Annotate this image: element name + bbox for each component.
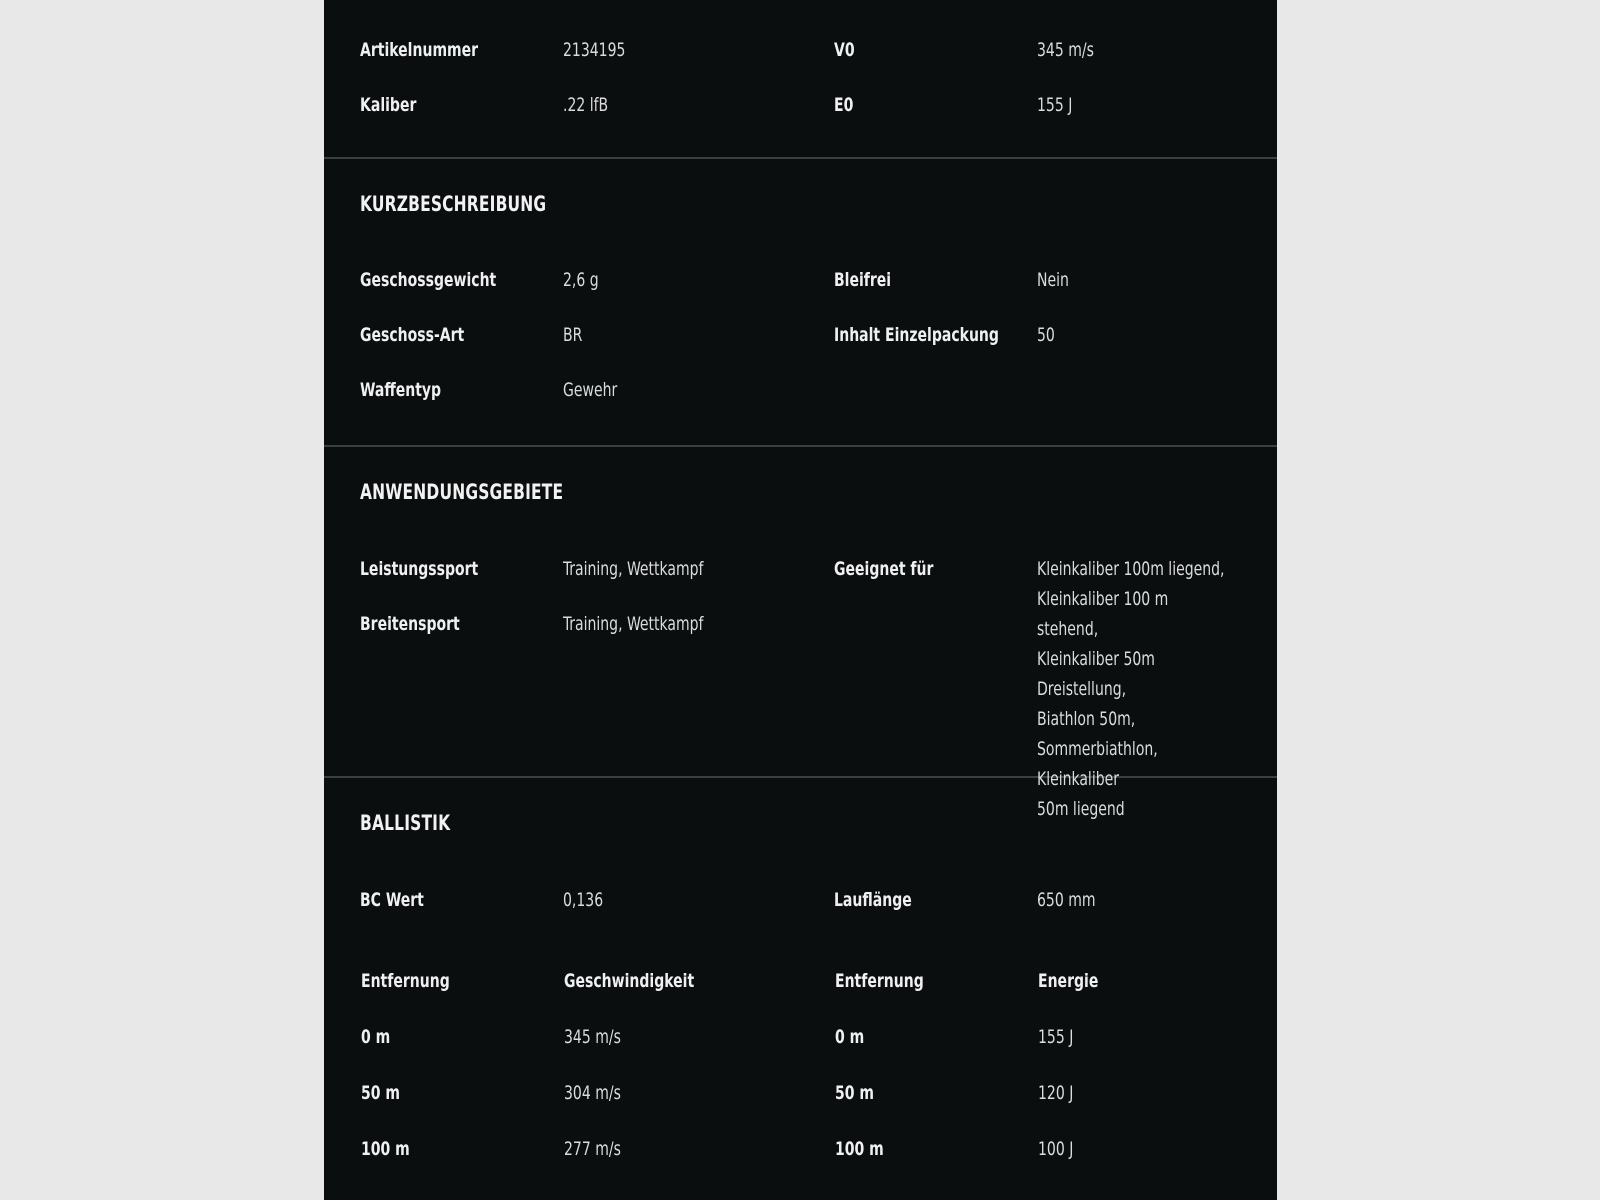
article-number-label: Artikelnummer bbox=[360, 39, 479, 61]
barrel-length-label: Lauflänge bbox=[834, 889, 912, 911]
v0-value: 345 m/s bbox=[1037, 39, 1094, 61]
table-header-energy: Energie bbox=[1038, 970, 1099, 992]
section-heading-ballistik: BALLISTIK bbox=[360, 811, 451, 835]
table-row-distance: 0 m bbox=[361, 1026, 391, 1048]
table-row-distance-2: 100 m bbox=[835, 1138, 884, 1160]
table-row-energy: 155 J bbox=[1038, 1026, 1074, 1048]
bc-value-label: BC Wert bbox=[360, 889, 424, 911]
table-row-velocity: 304 m/s bbox=[564, 1082, 621, 1104]
v0-label: V0 bbox=[834, 39, 855, 61]
caliber-label: Kaliber bbox=[360, 94, 417, 116]
table-row-distance-2: 0 m bbox=[835, 1026, 865, 1048]
mass-sport-value: Training, Wettkampf bbox=[563, 613, 704, 635]
basic-info-section bbox=[324, 0, 1277, 159]
caliber-value: .22 lfB bbox=[563, 94, 609, 116]
table-row-velocity: 277 m/s bbox=[564, 1138, 621, 1160]
package-content-value: 50 bbox=[1037, 324, 1055, 346]
projectile-type-value: BR bbox=[563, 324, 583, 346]
bc-value-value: 0,136 bbox=[563, 889, 604, 911]
table-header-velocity: Geschwindigkeit bbox=[564, 970, 695, 992]
projectile-type-label: Geschoss-Art bbox=[360, 324, 465, 346]
e0-value: 155 J bbox=[1037, 94, 1073, 116]
table-row-distance: 100 m bbox=[361, 1138, 410, 1160]
table-row-energy: 100 J bbox=[1038, 1138, 1074, 1160]
competitive-sport-value: Training, Wettkampf bbox=[563, 558, 704, 580]
competitive-sport-label: Leistungssport bbox=[360, 558, 479, 580]
e0-label: E0 bbox=[834, 94, 854, 116]
table-row-velocity: 345 m/s bbox=[564, 1026, 621, 1048]
weapon-type-label: Waffentyp bbox=[360, 379, 442, 401]
weapon-type-value: Gewehr bbox=[563, 379, 618, 401]
barrel-length-value: 650 mm bbox=[1037, 889, 1096, 911]
table-row-distance: 50 m bbox=[361, 1082, 400, 1104]
application-areas-section bbox=[324, 447, 1277, 820]
table-header-distance: Entfernung bbox=[361, 970, 450, 992]
article-number-value: 2134195 bbox=[563, 39, 626, 61]
projectile-weight-value: 2,6 g bbox=[563, 269, 599, 291]
projectile-weight-label: Geschossgewicht bbox=[360, 269, 497, 291]
suitable-for-value: Kleinkaliber 100m liegend, Kleinkaliber 100 m stehend, Kleinkaliber 50m Dreistellung, Biathlon 50m, Sommerbiathlon, Kleinkaliber 50m liegend bbox=[1037, 558, 1225, 820]
short-description-section bbox=[324, 159, 1277, 447]
suitable-for-label: Geeignet für bbox=[834, 558, 934, 580]
lead-free-label: Bleifrei bbox=[834, 269, 892, 291]
section-heading-anwendungsgebiete: ANWENDUNGSGEBIETE bbox=[360, 480, 564, 504]
product-details-panel bbox=[324, 0, 1277, 1200]
table-row-energy: 120 J bbox=[1038, 1082, 1074, 1104]
table-header-distance-2: Entfernung bbox=[835, 970, 924, 992]
section-heading-kurzbeschreibung: KURZBESCHREIBUNG bbox=[360, 192, 547, 216]
package-content-label: Inhalt Einzelpackung bbox=[834, 324, 999, 346]
lead-free-value: Nein bbox=[1037, 269, 1069, 291]
table-row-distance-2: 50 m bbox=[835, 1082, 874, 1104]
mass-sport-label: Breitensport bbox=[360, 613, 460, 635]
